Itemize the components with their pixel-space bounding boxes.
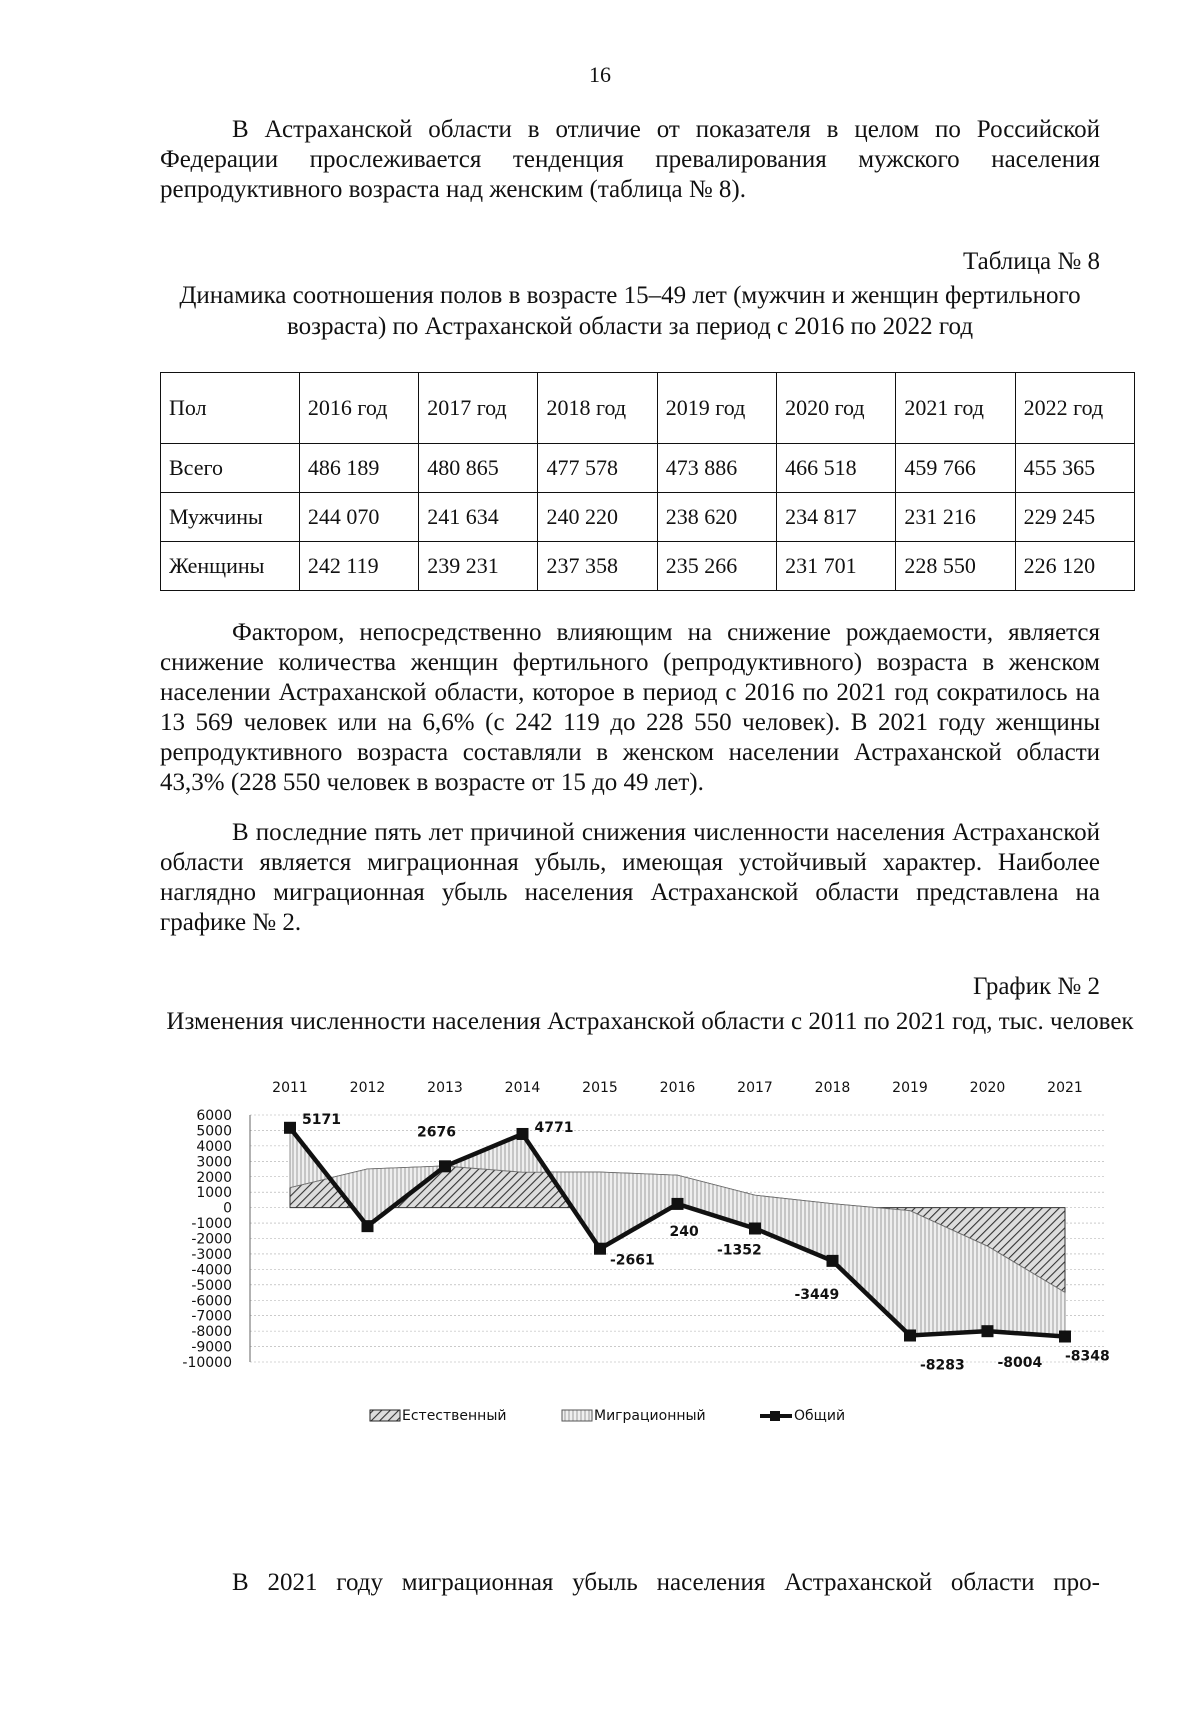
data-label: -2661: [610, 1252, 655, 1269]
total-point: [904, 1329, 916, 1341]
table-cell: 235 266: [657, 542, 776, 591]
legend-migration-swatch: [562, 1410, 592, 1421]
data-label: 240: [669, 1223, 699, 1240]
total-point: [749, 1222, 761, 1234]
legend-natural-label: Естественный: [402, 1408, 507, 1424]
table-row: [161, 542, 1135, 591]
x-tick-label: 2021: [1047, 1080, 1083, 1096]
table-row: [161, 444, 1135, 493]
page-number: 16: [589, 62, 611, 87]
table-cell: 455 365: [1015, 444, 1134, 493]
table-header-cell: 2021 год: [896, 373, 1015, 444]
x-tick-label: 2012: [349, 1080, 386, 1096]
data-label: -3449: [794, 1286, 840, 1303]
x-tick-label: 2019: [892, 1080, 928, 1096]
total-point: [827, 1255, 839, 1267]
table-cell: 486 189: [299, 444, 418, 493]
sex-ratio-table: [160, 372, 1135, 591]
y-tick-label: -5000: [191, 1277, 232, 1294]
y-tick-label: 6000: [196, 1108, 232, 1124]
graph-title: Изменения численности населения Астраханской области с 2011 по 2021 год, тыс. человек: [166, 1008, 1134, 1035]
legend-total-marker: [770, 1411, 780, 1421]
y-tick-label: -8000: [191, 1324, 232, 1341]
table-cell: Мужчины: [161, 493, 300, 542]
table-header-row: [161, 373, 1135, 444]
table-cell: 237 358: [538, 542, 657, 591]
total-point: [672, 1198, 684, 1210]
data-label: -8004: [997, 1355, 1043, 1372]
intro-paragraph: В Астраханской области в отличие от показателя в целом по Российской Федерации прослеживается тенденция превалирования мужского населения репродуктивного возраста над женским (таблица № 8).: [160, 116, 1100, 203]
table-cell: 473 886: [657, 444, 776, 493]
table-title: Динамика соотношения полов в возрасте 15–49 лет (мужчин и женщин фертильного возраста) по Астраханской области за период с 2016 по 2022 год: [179, 282, 1081, 340]
table-header-cell: 2016 год: [299, 373, 418, 444]
total-point: [594, 1243, 606, 1255]
total-point: [439, 1160, 451, 1172]
table-cell: 226 120: [1015, 542, 1134, 591]
x-tick-label: 2020: [969, 1080, 1006, 1096]
y-tick-label: -9000: [191, 1339, 232, 1356]
table-cell: 229 245: [1015, 493, 1134, 542]
table-cell: 244 070: [299, 493, 418, 542]
y-tick-label: -7000: [191, 1308, 232, 1325]
total-point: [284, 1122, 296, 1134]
table-header-cell: Пол: [161, 373, 300, 444]
y-tick-label: 1000: [196, 1185, 232, 1202]
x-tick-label: 2014: [504, 1080, 541, 1096]
data-label: 5171: [302, 1111, 341, 1128]
table-header-cell: 2017 год: [419, 373, 538, 444]
table-cell: 238 620: [657, 493, 776, 542]
table-row: [161, 493, 1135, 542]
data-label: 2676: [417, 1124, 456, 1141]
y-tick-label: -4000: [191, 1262, 232, 1279]
x-tick-label: 2018: [814, 1080, 851, 1096]
data-label: 4771: [534, 1119, 574, 1136]
y-tick-label: 5000: [196, 1123, 232, 1140]
table-cell: 231 701: [777, 542, 896, 591]
graph-label: График № 2: [972, 973, 1100, 1000]
data-label: -8283: [920, 1357, 965, 1374]
y-tick-label: -10000: [182, 1355, 232, 1371]
table-cell: 242 119: [299, 542, 418, 591]
closing-line: В 2021 году миграционная убыль населения Астраханской области про-: [232, 1569, 1100, 1596]
table-cell: 480 865: [419, 444, 538, 493]
table-header-cell: 2020 год: [777, 373, 896, 444]
y-tick-label: -2000: [191, 1231, 232, 1248]
total-point: [1059, 1330, 1071, 1342]
data-label: -1352: [717, 1242, 762, 1259]
table-cell: 241 634: [419, 493, 538, 542]
table-cell: 459 766: [896, 444, 1015, 493]
total-point: [517, 1128, 529, 1140]
y-tick-label: 2000: [196, 1169, 232, 1186]
table-cell: 477 578: [538, 444, 657, 493]
x-tick-label: 2013: [427, 1080, 463, 1096]
table-cell: 466 518: [777, 444, 896, 493]
x-tick-label: 2011: [272, 1080, 308, 1096]
x-tick-label: 2016: [659, 1080, 696, 1096]
population-change-chart: [0, 1070, 1200, 1520]
paragraph-2: Фактором, непосредственно влияющим на снижение рождаемости, является снижение количества женщин фертильного (репродуктивного) возраста в женском населении Астраханской области, которое в период с 2016 по 2021 год сократилось на 13 569 человек или на 6,6% (с 242 119 до 228 550 человек). В 2021 году женщины репродуктивного возраста составляли в женском населении Астраханской области 43,3% (228 550 человек в возрасте от 15 до 49 лет).: [160, 619, 1100, 796]
table-cell: 240 220: [538, 493, 657, 542]
legend-migration-label: Миграционный: [594, 1408, 706, 1424]
y-tick-label: -3000: [191, 1246, 232, 1263]
table-cell: 234 817: [777, 493, 896, 542]
y-tick-label: 3000: [196, 1154, 232, 1171]
table-cell: 239 231: [419, 542, 538, 591]
y-tick-label: -6000: [191, 1293, 232, 1310]
table-label: Таблица № 8: [962, 248, 1100, 275]
total-point: [362, 1220, 374, 1232]
legend-natural-swatch: [370, 1410, 400, 1421]
table-header-cell: 2018 год: [538, 373, 657, 444]
table-cell: 231 216: [896, 493, 1015, 542]
table-header-cell: 2022 год: [1015, 373, 1134, 444]
paragraph-3: В последние пять лет причиной снижения численности населения Астраханской области является миграционная убыль, имеющая устойчивый характер. Наиболее наглядно миграционная убыль населения Астраханской области представлена на графике № 2.: [160, 819, 1100, 936]
x-tick-label: 2017: [737, 1080, 773, 1096]
total-point: [982, 1325, 994, 1337]
table-header-cell: 2019 год: [657, 373, 776, 444]
x-tick-label: 2015: [582, 1080, 618, 1096]
table-cell: Всего: [161, 444, 300, 493]
y-tick-label: 0: [223, 1200, 232, 1217]
table-cell: Женщины: [161, 542, 300, 591]
legend-total-label: Общий: [794, 1408, 846, 1424]
table-cell: 228 550: [896, 542, 1015, 591]
data-label: -8348: [1065, 1348, 1110, 1365]
y-tick-label: -1000: [191, 1216, 232, 1233]
y-tick-label: 4000: [196, 1138, 232, 1155]
